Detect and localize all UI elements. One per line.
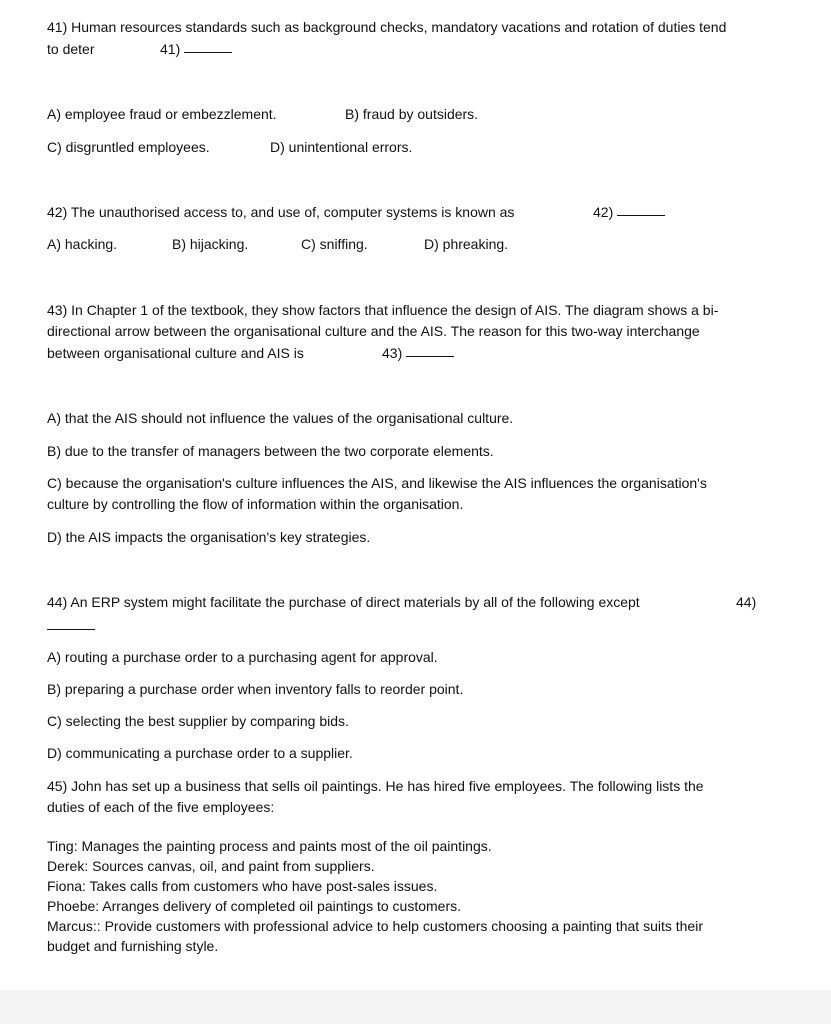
q41-blank-line (184, 51, 232, 53)
q43-option-a: A) that the AIS should not influence the values of the organisational culture. (47, 410, 514, 426)
q44-option-a: A) routing a purchase order to a purchasing agent for approval. (47, 649, 438, 665)
q45-stem-line1: 45) John has set up a business that sells oil paintings. He has hired five employees. The following lists the (47, 778, 704, 794)
q45-duty-derek: Derek: Sources canvas, oil, and paint from suppliers. (47, 858, 375, 874)
q41-marker: 41) (160, 41, 181, 57)
q45-duty-fiona: Fiona: Takes calls from customers who have post-sales issues. (47, 878, 438, 894)
q43-stem-line2: directional arrow between the organisational culture and the AIS. The reason for this two-way interchange (47, 323, 700, 339)
q43-answer-blank (382, 342, 454, 364)
q45-duty-phoebe: Phoebe: Arranges delivery of completed oil paintings to customers. (47, 898, 462, 914)
q42-blank-line (617, 214, 665, 216)
q43-option-b: B) due to the transfer of managers between the two corporate elements. (47, 443, 494, 459)
q44-marker: 44) (736, 594, 757, 610)
q41-option-d: D) unintentional errors. (270, 139, 413, 155)
q44-option-d: D) communicating a purchase order to a supplier. (47, 745, 353, 761)
q42-stem: 42) The unauthorised access to, and use of, computer systems is known as (47, 204, 515, 220)
q41-option-c: C) disgruntled employees. (47, 139, 210, 155)
q45-duty-ting: Ting: Manages the painting process and paints most of the oil paintings. (47, 838, 492, 854)
q41-stem-line1: 41) Human resources standards such as background checks, mandatory vacations and rotation of duties tend (47, 19, 727, 35)
q42-option-d: D) phreaking. (424, 236, 509, 252)
q43-stem-line3: between organisational culture and AIS is (47, 345, 304, 361)
q44-stem: 44) An ERP system might facilitate the purchase of direct materials by all of the following except (47, 594, 640, 610)
q43-option-c-line1: C) because the organisation's culture influences the AIS, and likewise the AIS influences the organisation's (47, 475, 707, 491)
q44-option-c: C) selecting the best supplier by comparing bids. (47, 713, 349, 729)
q42-answer-blank (593, 201, 665, 223)
q43-blank-line (406, 355, 454, 357)
q44-blank-line (47, 629, 95, 630)
q43-option-d: D) the AIS impacts the organisation's key strategies. (47, 529, 371, 545)
q43-stem-line1: 43) In Chapter 1 of the textbook, they show factors that influence the design of AIS. The diagram shows a bi- (47, 302, 719, 318)
q42-option-b: B) hijacking. (172, 236, 249, 252)
q41-option-b: B) fraud by outsiders. (345, 106, 479, 122)
q42-marker: 42) (593, 204, 614, 220)
q45-stem-line2: duties of each of the five employees: (47, 799, 275, 815)
q45-duty-marcus-line1: Marcus:: Provide customers with professional advice to help customers choosing a painting that suits their (47, 918, 703, 934)
q41-answer-blank (160, 38, 232, 60)
q42-option-c: C) sniffing. (301, 236, 368, 252)
q41-stem-line2: to deter (47, 41, 95, 57)
q43-marker: 43) (382, 345, 403, 361)
page-bottom-margin (0, 990, 831, 1024)
q45-duty-marcus-line2: budget and furnishing style. (47, 938, 219, 954)
q44-option-b: B) preparing a purchase order when inventory falls to reorder point. (47, 681, 464, 697)
q41-option-a: A) employee fraud or embezzlement. (47, 106, 277, 122)
q42-option-a: A) hacking. (47, 236, 118, 252)
q43-option-c-line2: culture by controlling the flow of information within the organisation. (47, 496, 464, 512)
